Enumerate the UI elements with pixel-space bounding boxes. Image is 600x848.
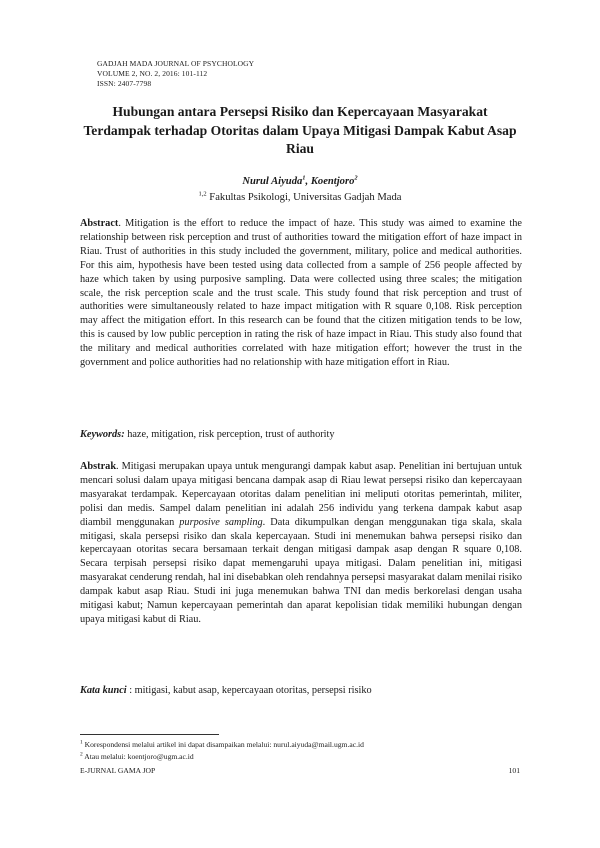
keywords-label: Keywords: — [80, 429, 125, 440]
journal-name: GADJAH MADA JOURNAL OF PSYCHOLOGY — [97, 59, 255, 68]
journal-volume: VOLUME 2, NO. 2, 2016: 101-112 — [97, 69, 208, 78]
page-number: 101 — [508, 766, 520, 775]
author-2-sup: 2 — [354, 174, 358, 182]
affiliation-text: Fakultas Psikologi, Universitas Gadjah Mada — [206, 192, 402, 203]
footnote-1 — [80, 740, 364, 750]
footnote-2-sup: 2 — [80, 751, 83, 758]
author-1-name: Nurul Aiyuda — [242, 176, 303, 187]
footnote-divider — [80, 734, 219, 735]
kata-kunci-label: Kata kunci — [80, 685, 127, 696]
keywords-english — [80, 428, 522, 442]
abstract-english — [80, 217, 522, 370]
abstract-text: . Mitigation is the effort to reduce the impact of haze. This study was aimed to examine the relationship between risk perception and trust of authorities toward the mitigation effort of haze impact in Riau. Trust of authorities in this study included the government, military, police and medical authorities. For this aim, hypothesis have been tested using data collected from a sample of 256 people affected by haze which taken by using purposive sampling. Data were collected using three scales; the mitigation scale, the risk perception scale and the trust scale. This study found that risk perception and trust of authorities were simultaneously related to haze impact mitigation with R square 0,108. Risk perception may affect the mitigation effort. In this research can be found that the citizen mitigation tends to be low, this is caused by low public perception in rating the risk of haze impact in Riau. This study also found that the military and medical authorities correlated with haze mitigation effort; however the trust in the government and police authorities had no relationship with haze mitigation effort in Riau. — [80, 218, 522, 369]
author-2-name: Koentjoro — [310, 176, 355, 187]
abstract-indonesian — [80, 460, 522, 627]
journal-header — [97, 59, 254, 89]
journal-footer: E-JURNAL GAMA JOP — [80, 766, 156, 775]
abstract-label: Abstract — [80, 218, 119, 229]
kata-kunci-text: : mitigasi, kabut asap, kepercayaan otoritas, persepsi risiko — [126, 685, 372, 696]
author-1-sup: 1 — [302, 174, 306, 182]
keywords-indonesian — [80, 684, 522, 698]
author-affiliation — [80, 190, 520, 206]
footnote-1-sup: 1 — [80, 739, 83, 746]
abstrak-italic-term: purposive sampling — [179, 516, 263, 528]
footnote-2 — [80, 752, 194, 762]
abstrak-text-1: . Mitigasi merupakan upaya untuk mengurangi dampak kabut asap. Penelitian ini bertujuan untuk mencari solusi dalam upaya mitigasi bencana dampak asap di Riau lewat persepsi risiko dan kepercayaan masyarakat terdampak. Kepercayaan otoritas dalam penelitian ini meliputi otoritas pemerintah, militer, polisi dan medis. Sampel dalam penelitian ini adalah 256 individu yang terkena dampak kabut asap diambil menggunakan — [80, 461, 522, 528]
abstrak-text-2: . Data dikumpulkan dengan menggunakan tiga skala, skala mitigasi, skala persepsi risiko dan skala kepercayaan. Studi ini menemukan bahwa persepsi risiko dan kepercayaan otoritas secara bersamaan terkait dengan mitigasi dampak asap dengan R square 0,108. Secara terpisah persepsi risiko dapat memengaruhi upaya mitigasi. Dalam penelitian ini, mitigasi masyarakat cenderung rendah, hal ini disebabkan oleh rendahnya persepsi masyarakat dalam menilai risiko dampak kabut asap Riau. Studi ini juga menemukan bahwa TNI dan medis berkorelasi dengan usaha mitigasi kabut; Namun kepercayaan pemerintah dan aparat kepolisian tidak memiliki hubungan dengan upaya mitigasi kabut di Riau. — [80, 516, 522, 625]
author-separator: , — [305, 176, 311, 187]
journal-issn: ISSN: 2407-7798 — [97, 79, 152, 88]
author-names — [80, 174, 520, 190]
keywords-text: haze, mitigation, risk perception, trust of authority — [124, 429, 335, 440]
abstrak-label: Abstrak — [80, 461, 117, 472]
affiliation-sup: 1,2 — [198, 190, 207, 198]
paper-title: Hubungan antara Persepsi Risiko dan Kepercayaan Masyarakat Terdampak terhadap Otoritas dalam Upaya Mitigasi Dampak Kabut Asap Riau — [83, 104, 517, 156]
footnote-1-text: Korespondensi melalui artikel ini dapat disampaikan melalui: nurul.aiyuda@mail.ugm.ac.id — [82, 740, 364, 749]
footnote-2-text: Atau melalui: koentjoro@ugm.ac.id — [82, 752, 194, 761]
author-block — [80, 174, 520, 206]
